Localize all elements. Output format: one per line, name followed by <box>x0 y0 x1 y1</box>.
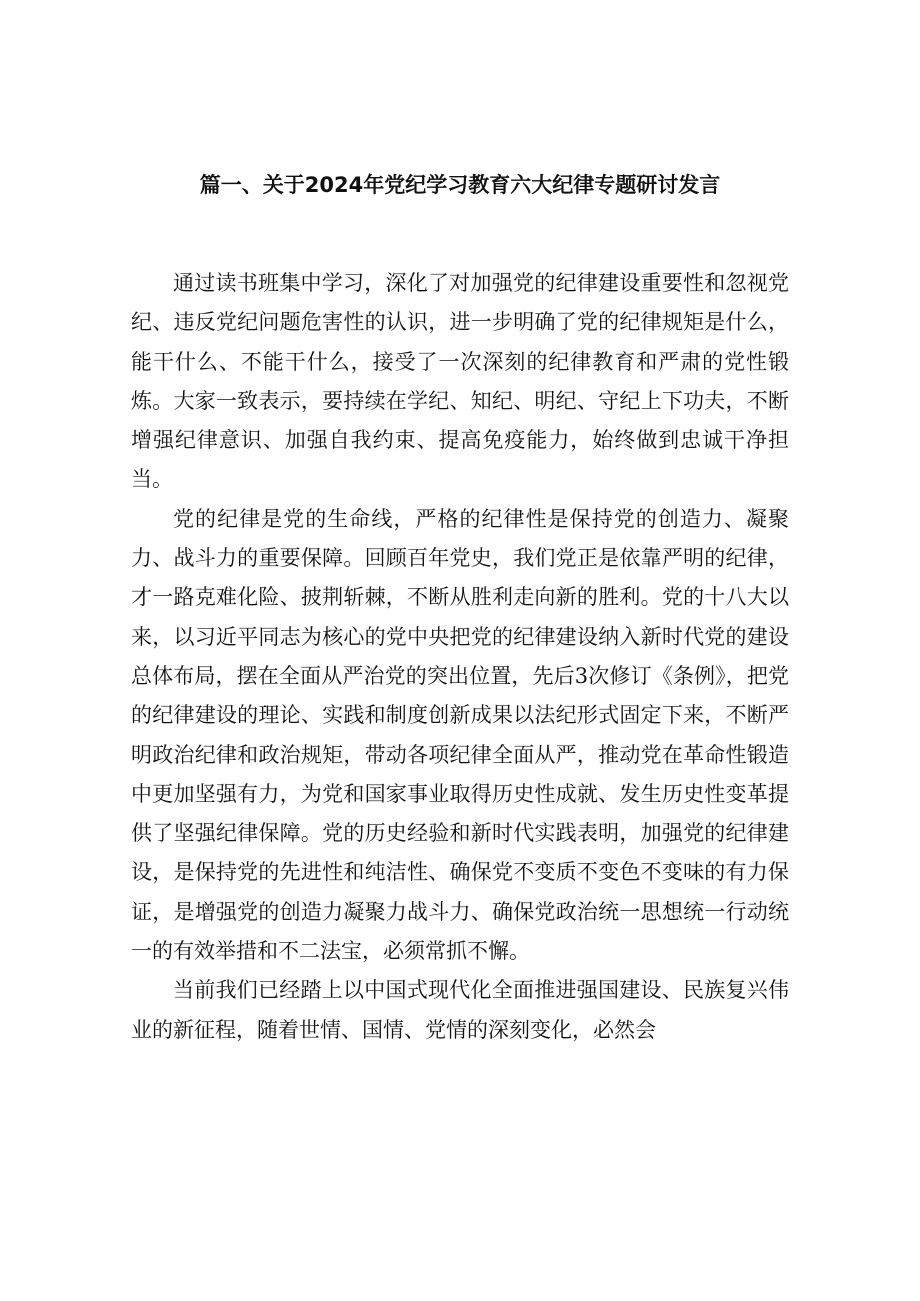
paragraph: 通过读书班集中学习，深化了对加强党的纪律建设重要性和忽视党纪、违反党纪问题危害性的认识，进一步明确了党的纪律规矩是什么，能干什么、不能干什么，接受了一次深刻的纪律教育和严肃的党性锻炼。大家一致表示，要持续在学纪、知纪、明纪、守纪上下功夫，不断增强纪律意识、加强自我约束、提高免疫能力，始终做到忠诚干净担当。 <box>131 271 789 492</box>
document-title: 篇一、关于2024年党纪学习教育六大纪律专题研讨发言 <box>199 173 721 197</box>
paragraph: 当前我们已经踏上以中国式现代化全面推进强国建设、民族复兴伟业的新征程，随着世情、国情、党情的深刻变化，必然会 <box>131 978 789 1042</box>
document-body <box>131 264 789 1050</box>
paragraph: 党的纪律是党的生命线，严格的纪律性是保持党的创造力、凝聚力、战斗力的重要保障。回顾百年党史，我们党正是依靠严明的纪律，才一路克难化险、披荆斩棘，不断从胜利走向新的胜利。党的十八大以来，以习近平同志为核心的党中央把党的纪律建设纳入新时代党的建设总体布局，摆在全面从严治党的突出位置，先后3次修订《条例》，把党的纪律建设的理论、实践和制度创新成果以法纪形式固定下来，不断严明政治纪律和政治规矩，带动各项纪律全面从严，推动党在革命性锻造中更加坚强有力，为党和国家事业取得历史性成就、发生历史性变革提供了坚强纪律保障。党的历史经验和新时代实践表明，加强党的纪律建设，是保持党的先进性和纯洁性、确保党不变质不变色不变味的有力保证，是增强党的创造力凝聚力战斗力、确保党政治统一思想统一行动统一的有效举措和不二法宝，必须常抓不懈。 <box>131 506 789 964</box>
